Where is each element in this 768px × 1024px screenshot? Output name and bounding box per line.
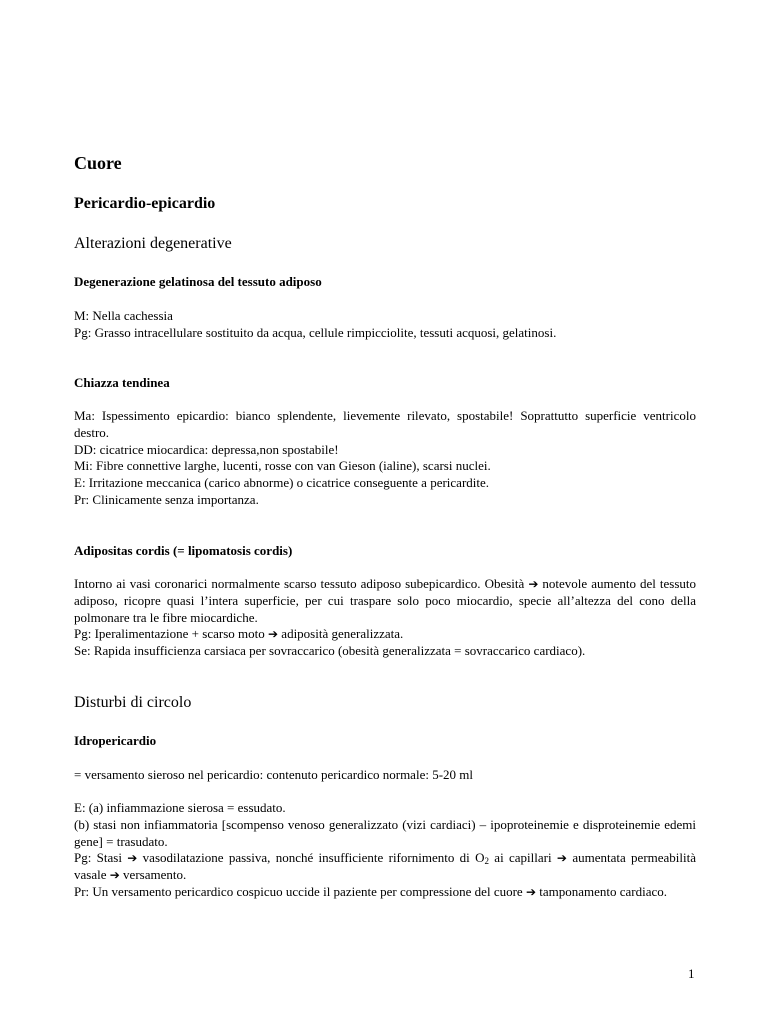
arrow-right-icon: ➔ bbox=[109, 868, 120, 883]
text-segment: Pg: Stasi bbox=[74, 850, 122, 866]
topic-heading: Idropericardio bbox=[74, 733, 157, 748]
text-line: M: Nella cachessia bbox=[74, 308, 173, 323]
arrow-right-icon: ➔ bbox=[127, 851, 138, 866]
subsection-heading: Alterazioni degenerative bbox=[74, 235, 232, 252]
section-heading: Pericardio-epicardio bbox=[74, 195, 216, 212]
topic-heading: Chiazza tendinea bbox=[74, 375, 170, 390]
text-segment: ai capillari bbox=[494, 850, 552, 866]
arrow-right-icon: ➔ bbox=[528, 577, 539, 591]
text-line: (b) stasi non infiammatoria [scompenso venoso generalizzato (vizi cardiaci) – ipoproteinemie e disproteinemie edemi gene] = trasudato. bbox=[74, 816, 696, 849]
paragraph bbox=[74, 800, 696, 901]
text-segment: Pr: Un versamento pericardico cospicuo uccide il paziente per compressione del cuore bbox=[74, 883, 523, 899]
text-line: Pg: Grasso intracellulare sostituito da acqua, cellule rimpicciolite, tessuti acquosi, gelatinosi. bbox=[74, 324, 557, 340]
text-line bbox=[74, 884, 696, 901]
subscript: 2 bbox=[484, 856, 489, 867]
page-number: 1 bbox=[688, 966, 695, 981]
text-line: = versamento sieroso nel pericardio: contenuto pericardico normale: 5-20 ml bbox=[74, 767, 474, 782]
text-line: E: (a) infiammazione sierosa = essudato. bbox=[74, 800, 286, 815]
text-segment: vasodilatazione passiva, nonché insufficiente rifornimento di O bbox=[142, 850, 485, 866]
text-segment: tamponamento cardiaco. bbox=[539, 883, 668, 899]
text-segment: notevole aumento del tessuto adiposo, ricopre quasi l’intera superficie, per cui traspare solo poco miocardio, specie all’altezza del cono della polmonare tra le fibre miocardiche. bbox=[74, 576, 696, 625]
text-segment: adiposità generalizzata. bbox=[281, 626, 404, 642]
text-line bbox=[74, 850, 696, 884]
arrow-right-icon: ➔ bbox=[525, 884, 536, 899]
topic-heading: Adipositas cordis (= lipomatosis cordis) bbox=[74, 543, 293, 558]
topic-heading: Degenerazione gelatinosa del tessuto adiposo bbox=[74, 274, 322, 289]
text-segment: Intorno ai vasi coronarici normalmente scarso tessuto adiposo subepicardico. Obesità bbox=[74, 576, 525, 591]
text-line: E: Irritazione meccanica (carico abnorme) o cicatrice conseguente a pericardite. bbox=[74, 475, 490, 491]
text-line: Mi: Fibre connettive larghe, lucenti, rosse con van Gieson (ialine), scarsi nuclei. bbox=[74, 458, 491, 474]
text-line: Pr: Clinicamente senza importanza. bbox=[74, 491, 259, 507]
text-line: Se: Rapida insufficienza carsiaca per sovraccarico (obesità generalizzata = sovraccarico cardiaco). bbox=[74, 643, 586, 659]
arrow-right-icon: ➔ bbox=[267, 627, 279, 642]
text-segment: Pg: Iperalimentazione + scarso moto bbox=[74, 626, 265, 642]
paragraph bbox=[74, 767, 696, 784]
text-segment: versamento. bbox=[123, 867, 187, 883]
subsection-heading: Disturbi di circolo bbox=[74, 694, 192, 711]
text-line: DD: cicatrice miocardica: depressa,non spostabile! bbox=[74, 441, 339, 457]
arrow-right-icon: ➔ bbox=[556, 851, 567, 866]
text-line: Ma: Ispessimento epicardio: bianco splendente, lievemente rilevato, spostabile! Soprattutto superficie ventricolo destro. bbox=[74, 408, 696, 440]
paragraph bbox=[74, 408, 696, 509]
text-line bbox=[74, 576, 696, 626]
text-segment: aumentata permeabilità vasale bbox=[74, 850, 697, 883]
paragraph bbox=[74, 308, 696, 342]
document-title: Cuore bbox=[74, 153, 122, 173]
paragraph bbox=[74, 576, 696, 660]
text-line bbox=[74, 626, 696, 643]
